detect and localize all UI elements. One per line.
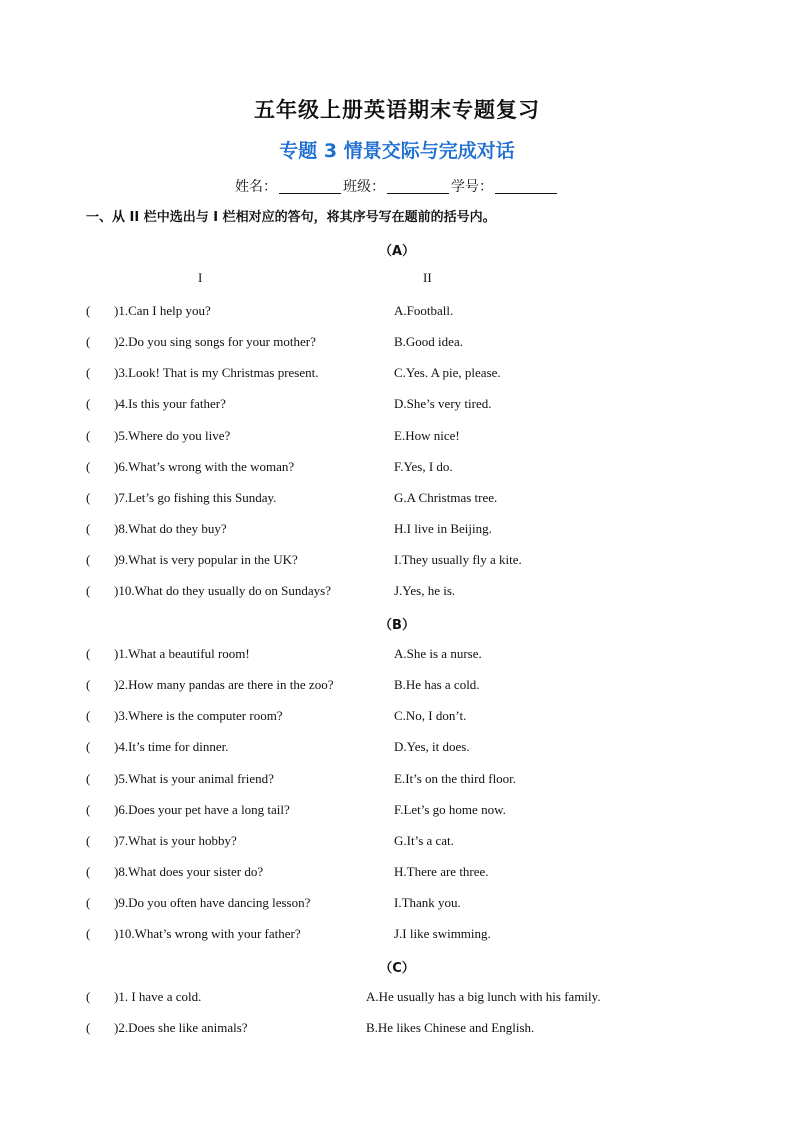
answer-option: H.I live in Beijing. [394, 521, 492, 537]
answer-option: G.A Christmas tree. [394, 489, 498, 505]
question-text: )1.What a beautiful room! [114, 646, 250, 661]
question-row [0, 926, 794, 944]
question-row [0, 583, 794, 601]
answer-option: J.Yes, he is. [394, 583, 456, 599]
answer-option: I.They usually fly a kite. [394, 552, 522, 568]
answer-option: F.Yes, I do. [394, 458, 453, 474]
question-row [0, 459, 794, 477]
question-row [0, 552, 794, 570]
answer-option: A.He usually has a big lunch with his family. [366, 989, 601, 1004]
id-blank[interactable] [495, 179, 557, 194]
question-row [0, 833, 794, 851]
section-label: （A） [378, 244, 416, 259]
answer-option: B.He has a cold. [394, 677, 480, 693]
question-text: )2.Do you sing songs for your mother? [114, 334, 316, 350]
question-text: )4.It’s time for dinner. [114, 739, 229, 755]
question-text: )9.Do you often have dancing lesson? [114, 895, 311, 911]
answer-option: C.No, I don’t. [394, 708, 467, 724]
section-label: （C） [379, 961, 415, 976]
section-label: （B） [379, 618, 415, 633]
question-text: )1.Can I help you? [114, 303, 211, 318]
answer-option: G.It’s a cat. [394, 832, 454, 848]
question-text: )7.Let’s go fishing this Sunday. [114, 489, 277, 505]
column-ii-header: II [423, 270, 432, 285]
answer-blank[interactable]: ( [86, 895, 91, 911]
answer-option: H.There are three. [394, 864, 489, 880]
answer-blank[interactable]: ( [86, 365, 91, 381]
question-text: )6.What’s wrong with the woman? [114, 458, 295, 474]
answer-blank[interactable]: ( [86, 583, 91, 599]
question-text: )5.What is your animal friend? [114, 770, 274, 786]
question-row [0, 895, 794, 913]
question-text: )8.What does your sister do? [114, 864, 264, 880]
question-row [0, 1020, 794, 1038]
answer-blank[interactable]: ( [86, 770, 91, 786]
answer-option: A.She is a nurse. [394, 646, 482, 661]
question-row [0, 521, 794, 539]
answer-blank[interactable]: ( [86, 646, 91, 661]
answer-blank[interactable]: ( [86, 708, 91, 724]
question-row [0, 708, 794, 726]
question-row [0, 802, 794, 820]
answer-blank[interactable]: ( [86, 334, 91, 350]
student-info-line [0, 176, 794, 196]
question-text: )3.Look! That is my Christmas present. [114, 365, 319, 381]
answer-blank[interactable]: ( [86, 864, 91, 880]
question-row [0, 646, 794, 664]
instruction: 一、从 II 栏中选出与 I 栏相对应的答句，将其序号写在题前的括号内。 [86, 210, 496, 225]
question-text: )3.Where is the computer room? [114, 708, 283, 724]
answer-blank[interactable]: ( [86, 552, 91, 568]
question-text: )8.What do they buy? [114, 521, 227, 537]
answer-option: B.He likes Chinese and English. [366, 1020, 535, 1036]
answer-option: C.Yes. A pie, please. [394, 365, 501, 381]
answer-blank[interactable]: ( [86, 489, 91, 505]
question-text: )5.Where do you live? [114, 427, 231, 443]
question-text: )7.What is your hobby? [114, 832, 237, 848]
answer-option: I.Thank you. [394, 895, 461, 911]
answer-blank[interactable]: ( [86, 989, 91, 1004]
answer-option: A.Football. [394, 303, 454, 318]
question-text: )1. I have a cold. [114, 989, 202, 1004]
question-text: )2.Does she like animals? [114, 1020, 248, 1036]
page-title: 五年级上册英语期末专题复习 [254, 98, 540, 122]
answer-blank[interactable]: ( [86, 458, 91, 474]
answer-blank[interactable]: ( [86, 739, 91, 755]
class-label: 班级： [343, 179, 385, 195]
answer-option: J.I like swimming. [394, 926, 491, 942]
question-text: )10.What’s wrong with your father? [114, 926, 301, 942]
question-row [0, 365, 794, 383]
answer-blank[interactable]: ( [86, 1020, 91, 1036]
answer-blank[interactable]: ( [86, 832, 91, 848]
answer-blank[interactable]: ( [86, 677, 91, 693]
question-row [0, 396, 794, 414]
answer-blank[interactable]: ( [86, 521, 91, 537]
class-blank[interactable] [387, 179, 449, 194]
answer-blank[interactable]: ( [86, 926, 91, 942]
question-row [0, 334, 794, 352]
id-label: 学号： [451, 179, 493, 195]
answer-blank[interactable]: ( [86, 427, 91, 443]
question-text: )6.Does your pet have a long tail? [114, 801, 290, 817]
question-text: )2.How many pandas are there in the zoo? [114, 677, 334, 693]
question-row [0, 490, 794, 508]
question-row [0, 864, 794, 882]
question-row [0, 428, 794, 446]
question-text: )10.What do they usually do on Sundays? [114, 583, 331, 599]
question-text: )9.What is very popular in the UK? [114, 552, 298, 568]
name-label: 姓名： [235, 179, 277, 195]
answer-option: D.Yes, it does. [394, 739, 470, 755]
question-text: )4.Is this your father? [114, 396, 226, 412]
question-row [0, 739, 794, 757]
name-blank[interactable] [279, 179, 341, 194]
page-subtitle: 专题 3 情景交际与完成对话 [279, 140, 515, 162]
answer-blank[interactable]: ( [86, 303, 91, 318]
answer-option: E.How nice! [394, 427, 460, 443]
question-row [0, 303, 794, 321]
answer-blank[interactable]: ( [86, 801, 91, 817]
answer-blank[interactable]: ( [86, 396, 91, 412]
question-row [0, 677, 794, 695]
answer-option: E.It’s on the third floor. [394, 770, 517, 786]
column-i-header: I [198, 270, 203, 285]
question-row [0, 771, 794, 789]
question-row [0, 989, 794, 1007]
answer-option: F.Let’s go home now. [394, 801, 506, 817]
answer-option: B.Good idea. [394, 334, 463, 350]
answer-option: D.She’s very tired. [394, 396, 492, 412]
